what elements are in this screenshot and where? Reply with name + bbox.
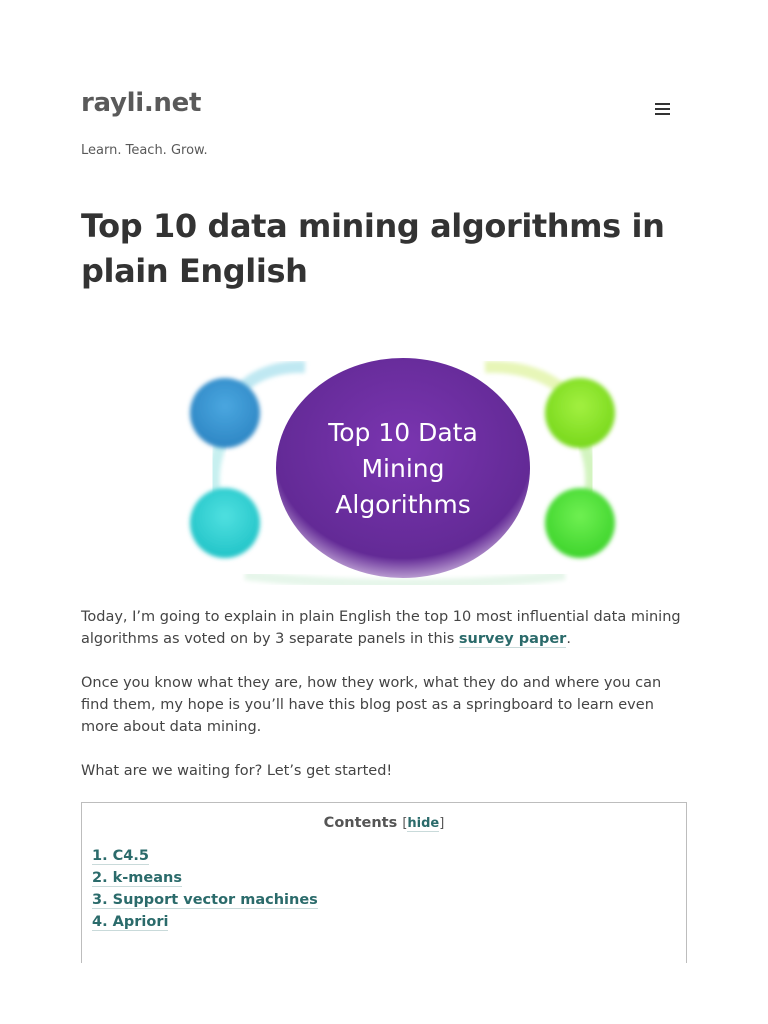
intro-paragraph	[81, 606, 687, 650]
site-header	[81, 88, 687, 168]
hamburger-menu-icon[interactable]	[651, 100, 675, 120]
toc-bracket-close: ]	[439, 816, 445, 831]
toc-item	[92, 867, 686, 889]
toc-bracket-open: [	[402, 816, 408, 831]
post-content	[81, 606, 687, 804]
hero-image	[185, 355, 625, 585]
toc-hide-toggle[interactable]: hide	[407, 816, 440, 831]
toc-link-apriori[interactable]: 4. Apriori	[92, 914, 169, 930]
toc-item	[92, 845, 686, 867]
site-title-link[interactable]: rayli.net	[81, 88, 202, 118]
hero-node-green	[545, 488, 615, 558]
hero-node-cyan	[190, 488, 260, 558]
toc-list	[92, 845, 686, 933]
toc-item	[92, 911, 686, 933]
get-started-paragraph: What are we waiting for? Let’s get started!	[81, 763, 393, 779]
toc-header	[82, 815, 686, 831]
hero-node-yellowgreen	[545, 378, 615, 448]
toc-link-c45[interactable]: 1. C4.5	[92, 848, 149, 864]
post-title: Top 10 data mining algorithms in plain English	[81, 207, 665, 290]
toc-link-k-means[interactable]: 2. k-means	[92, 870, 182, 886]
hero-node-blue	[190, 378, 260, 448]
hero-text-line3: Algorithms	[335, 490, 471, 519]
survey-paper-link[interactable]: survey paper	[458, 631, 567, 647]
springboard-paragraph: Once you know what they are, how they work, what they do and where you can find them, my hope is you’ll have this blog post as a springboard to learn even more about data mining.	[81, 675, 662, 735]
hero-text-line1: Top 10 Data	[328, 418, 478, 447]
site-tagline: Learn. Teach. Grow.	[81, 143, 208, 158]
toc-title: Contents	[323, 815, 398, 831]
hero-text-line2: Mining	[361, 454, 445, 483]
intro-text-end: .	[566, 631, 571, 647]
toc-item	[92, 889, 686, 911]
toc-link-svm[interactable]: 3. Support vector machines	[92, 892, 318, 908]
intro-text: Today, I’m going to explain in plain English the top 10 most influential data mining algorithms as voted on by 3 separate panels in this	[81, 609, 681, 647]
table-of-contents	[81, 802, 687, 963]
